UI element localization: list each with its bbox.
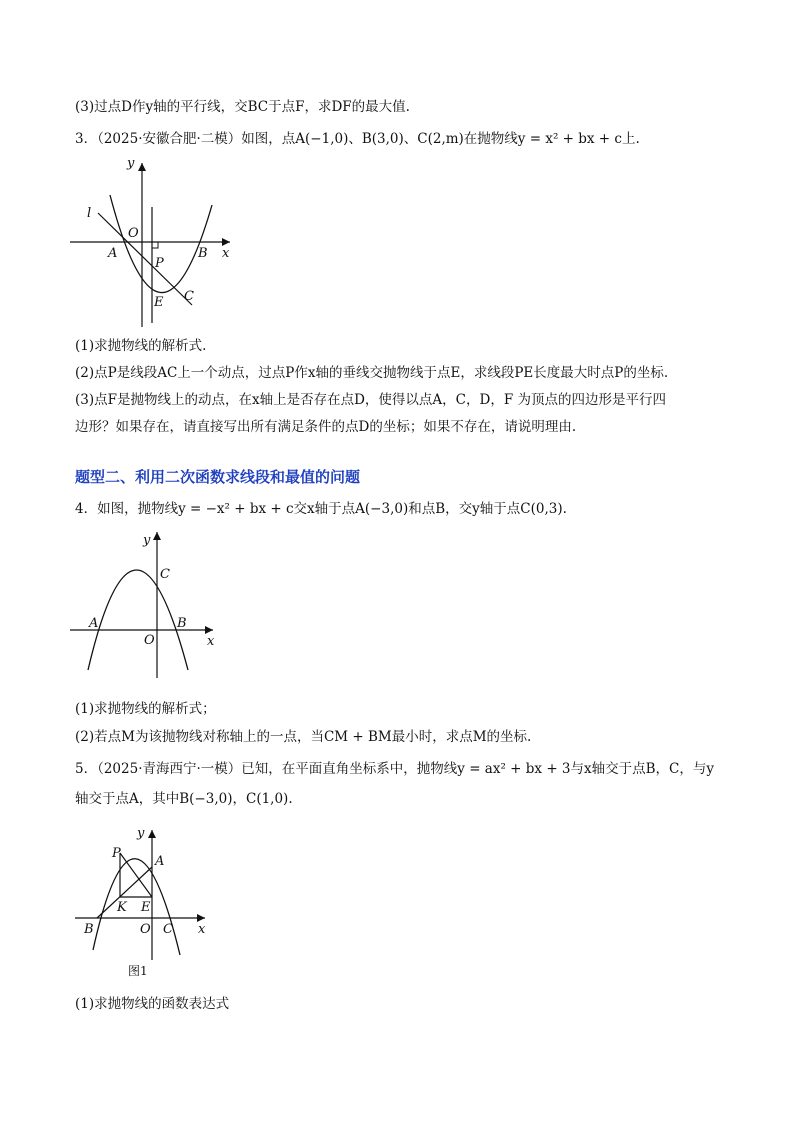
q4-O-label: O [144,633,155,648]
q5-figure-caption: 图1 [128,964,148,978]
q5-y-label: y [137,826,145,841]
q3-stem: 3．（2025·安徽合肥·二模）如图，点A(−1,0)、B(3,0)、C(2,m)在抛物线y = x² + bx + c上. [75,131,640,147]
q4-part2: (2)若点M为该抛物线对称轴上的一点，当CM + BM最小时，求点M的坐标. [75,729,532,745]
q4-A-label: A [89,616,99,631]
q3-y-label: y [127,156,135,171]
q3-E-label: E [154,295,164,310]
q5-part1: (1)求抛物线的函数表达式 [75,996,230,1012]
q4-figure [70,530,230,680]
q3-B-label: B [198,246,208,261]
q3-l-label: l [87,206,92,221]
q5-O-label: O [140,922,151,937]
q5-P-label: P [112,846,121,861]
q3-x-label: x [222,246,230,261]
q5-A-label: A [155,854,165,869]
q4-C-label: C [160,567,170,582]
q4-B-label: B [177,616,187,631]
q5-stem-line1: 5．（2025·青海西宁·一模）已知，在平面直角坐标系中，抛物线y = ax² + bx + 3与x轴交于点B，C，与y [75,761,714,777]
q5-stem-line2: 轴交于点A，其中B(−3,0)，C(1,0). [75,791,293,807]
q4-part1: (1)求抛物线的解析式； [75,701,216,717]
q5-C-label: C [163,922,173,937]
q3-P-label: P [155,256,164,271]
q3-part3-line2: 边形？如果存在，请直接写出所有满足条件的点D的坐标；如果不存在，请说明理由. [75,419,577,435]
q5-K-label: K [117,900,127,915]
q3-figure [70,155,250,330]
q3-A-label: A [108,246,118,261]
q2-part3: (3)过点D作y轴的平行线，交BC于点F，求DF的最大值. [75,99,410,115]
section-heading: 题型二、利用二次函数求线段和最值的问题 [75,468,361,486]
q3-part2: (2)点P是线段AC上一个动点，过点P作x轴的垂线交抛物线于点E，求线段PE长度最大时点P的坐标. [75,365,669,381]
q5-B-label: B [84,922,94,937]
q5-x-label: x [198,922,206,937]
q3-O-label: O [128,226,139,241]
q3-part3-line1: (3)点F是抛物线上的动点，在x轴上是否存在点D，使得以点A，C，D，F 为顶点的四边形是平行四 [75,392,666,408]
q4-stem: 4．如图，抛物线y = −x² + bx + c交x轴于点A(−3,0)和点B，交y轴于点C(0,3). [75,501,567,517]
q3-part1: (1)求抛物线的解析式. [75,338,207,354]
q3-C-label: C [184,289,194,304]
q5-figure [70,825,220,985]
q4-x-label: x [207,634,215,649]
q5-E-label: E [141,900,151,915]
q4-y-label: y [143,533,151,548]
